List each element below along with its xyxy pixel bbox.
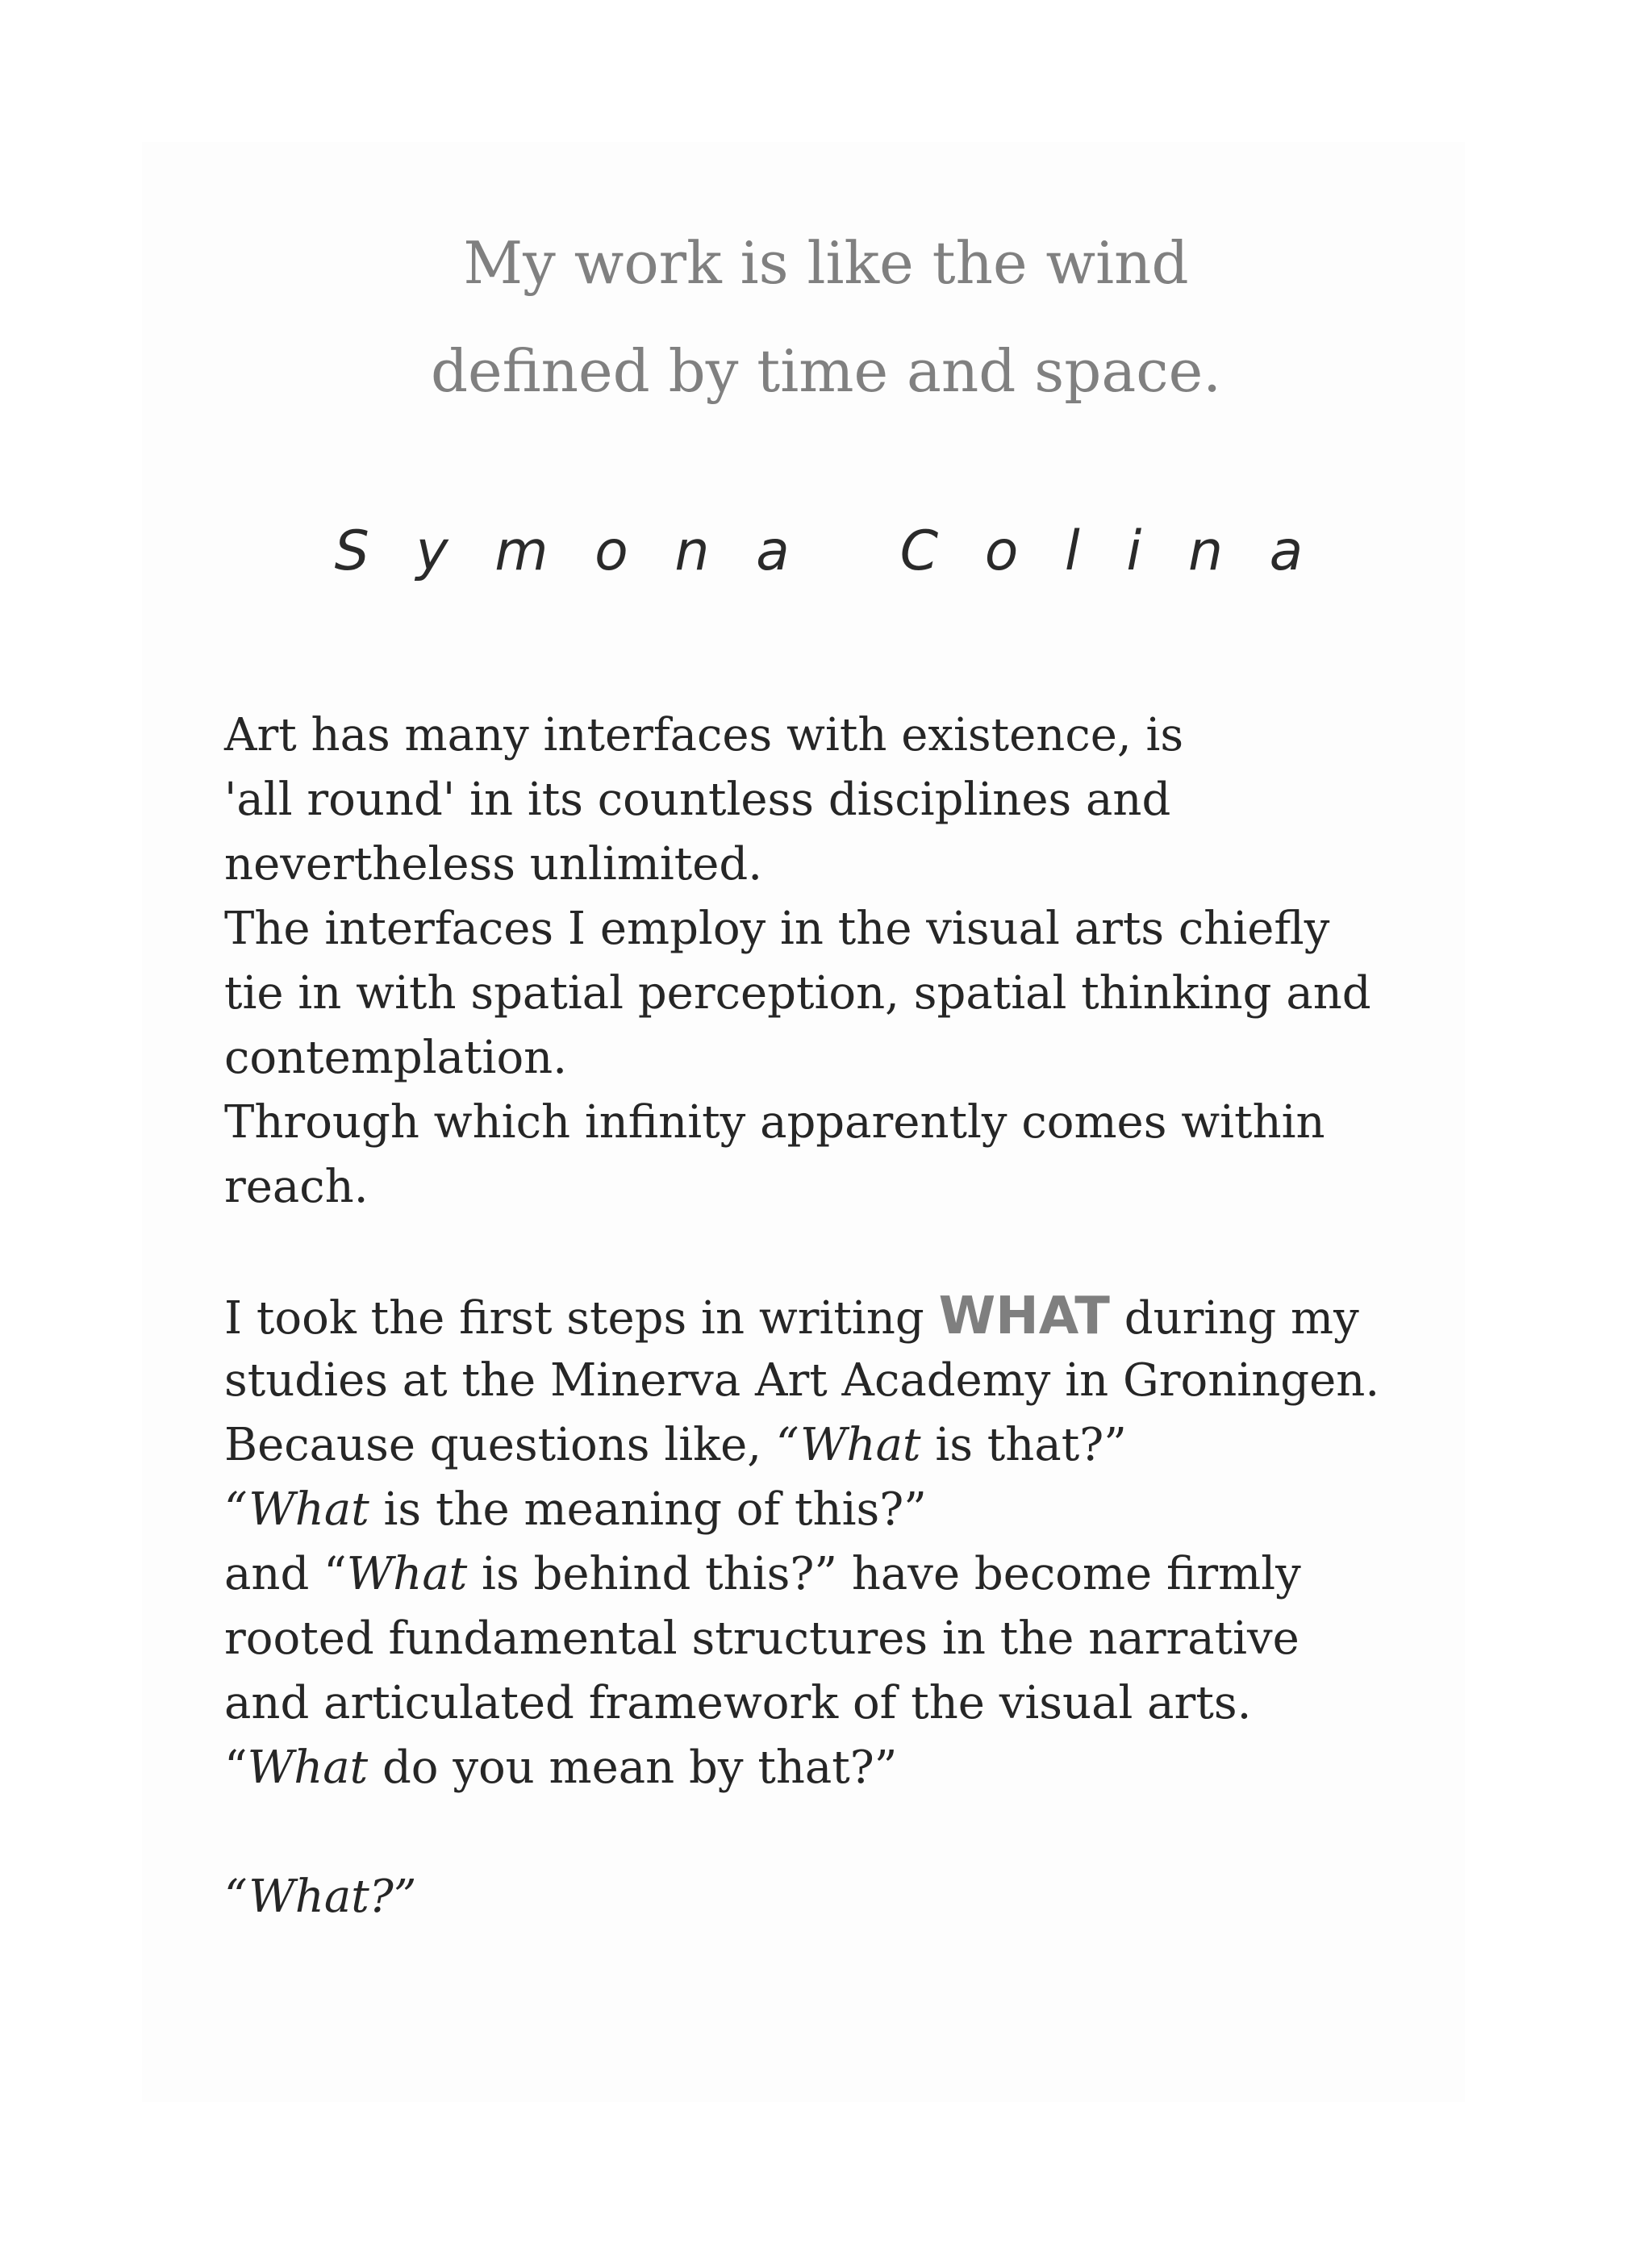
italic-what: “What xyxy=(224,1483,369,1536)
text-run: Because questions like, xyxy=(224,1419,776,1471)
text-line xyxy=(224,1542,1483,1607)
text-line: The interfaces I employ in the visual arts chiefly xyxy=(224,903,1330,955)
text-line xyxy=(224,1736,1483,1800)
text-run: do you mean by that?” xyxy=(368,1741,898,1794)
text-run: is the meaning of this?” xyxy=(369,1483,927,1536)
text-line: 'all round' in its countless disciplines and xyxy=(224,774,1171,826)
text-line: Art has many interfaces with existence, is xyxy=(224,709,1184,761)
text-line: Through which infinity apparently comes within xyxy=(224,1096,1325,1149)
text-line: and articulated framework of the visual arts. xyxy=(224,1677,1252,1729)
text-line: contemplation. xyxy=(224,1032,568,1084)
text-line: nevertheless unlimited. xyxy=(224,838,763,891)
italic-what: What xyxy=(247,1741,369,1794)
body-text xyxy=(224,703,1483,1929)
text-run: “ xyxy=(224,1741,248,1794)
text-line xyxy=(224,1413,1483,1478)
paragraph-gap xyxy=(224,1220,1483,1284)
author-name: S y m o n a C o l i n a xyxy=(334,519,1318,583)
text-line xyxy=(224,1478,1483,1542)
text-line: studies at the Minerva Art Academy in Groningen. xyxy=(224,1354,1380,1407)
closing-question: “What?” xyxy=(224,1871,417,1923)
text-run: I took the first steps in writing xyxy=(224,1292,939,1345)
quote-line-1: My work is like the wind xyxy=(463,229,1189,297)
quote-line-2: defined by time and space. xyxy=(430,337,1222,405)
text-run: during my xyxy=(1109,1292,1359,1345)
italic-what: “What xyxy=(775,1419,921,1471)
paragraph-gap xyxy=(224,1800,1483,1865)
text-line: reach. xyxy=(224,1161,369,1213)
italic-what: What xyxy=(346,1548,468,1600)
text-line xyxy=(224,1284,1483,1349)
emphasis-what: WHAT xyxy=(938,1287,1110,1346)
text-line: tie in with spatial perception, spatial thinking and xyxy=(224,967,1371,1020)
text-line: rooted fundamental structures in the narrative xyxy=(224,1612,1299,1665)
text-run: and “ xyxy=(224,1548,347,1600)
text-run: is behind this?” have become firmly xyxy=(467,1548,1301,1600)
text-run: is that?” xyxy=(920,1419,1127,1471)
